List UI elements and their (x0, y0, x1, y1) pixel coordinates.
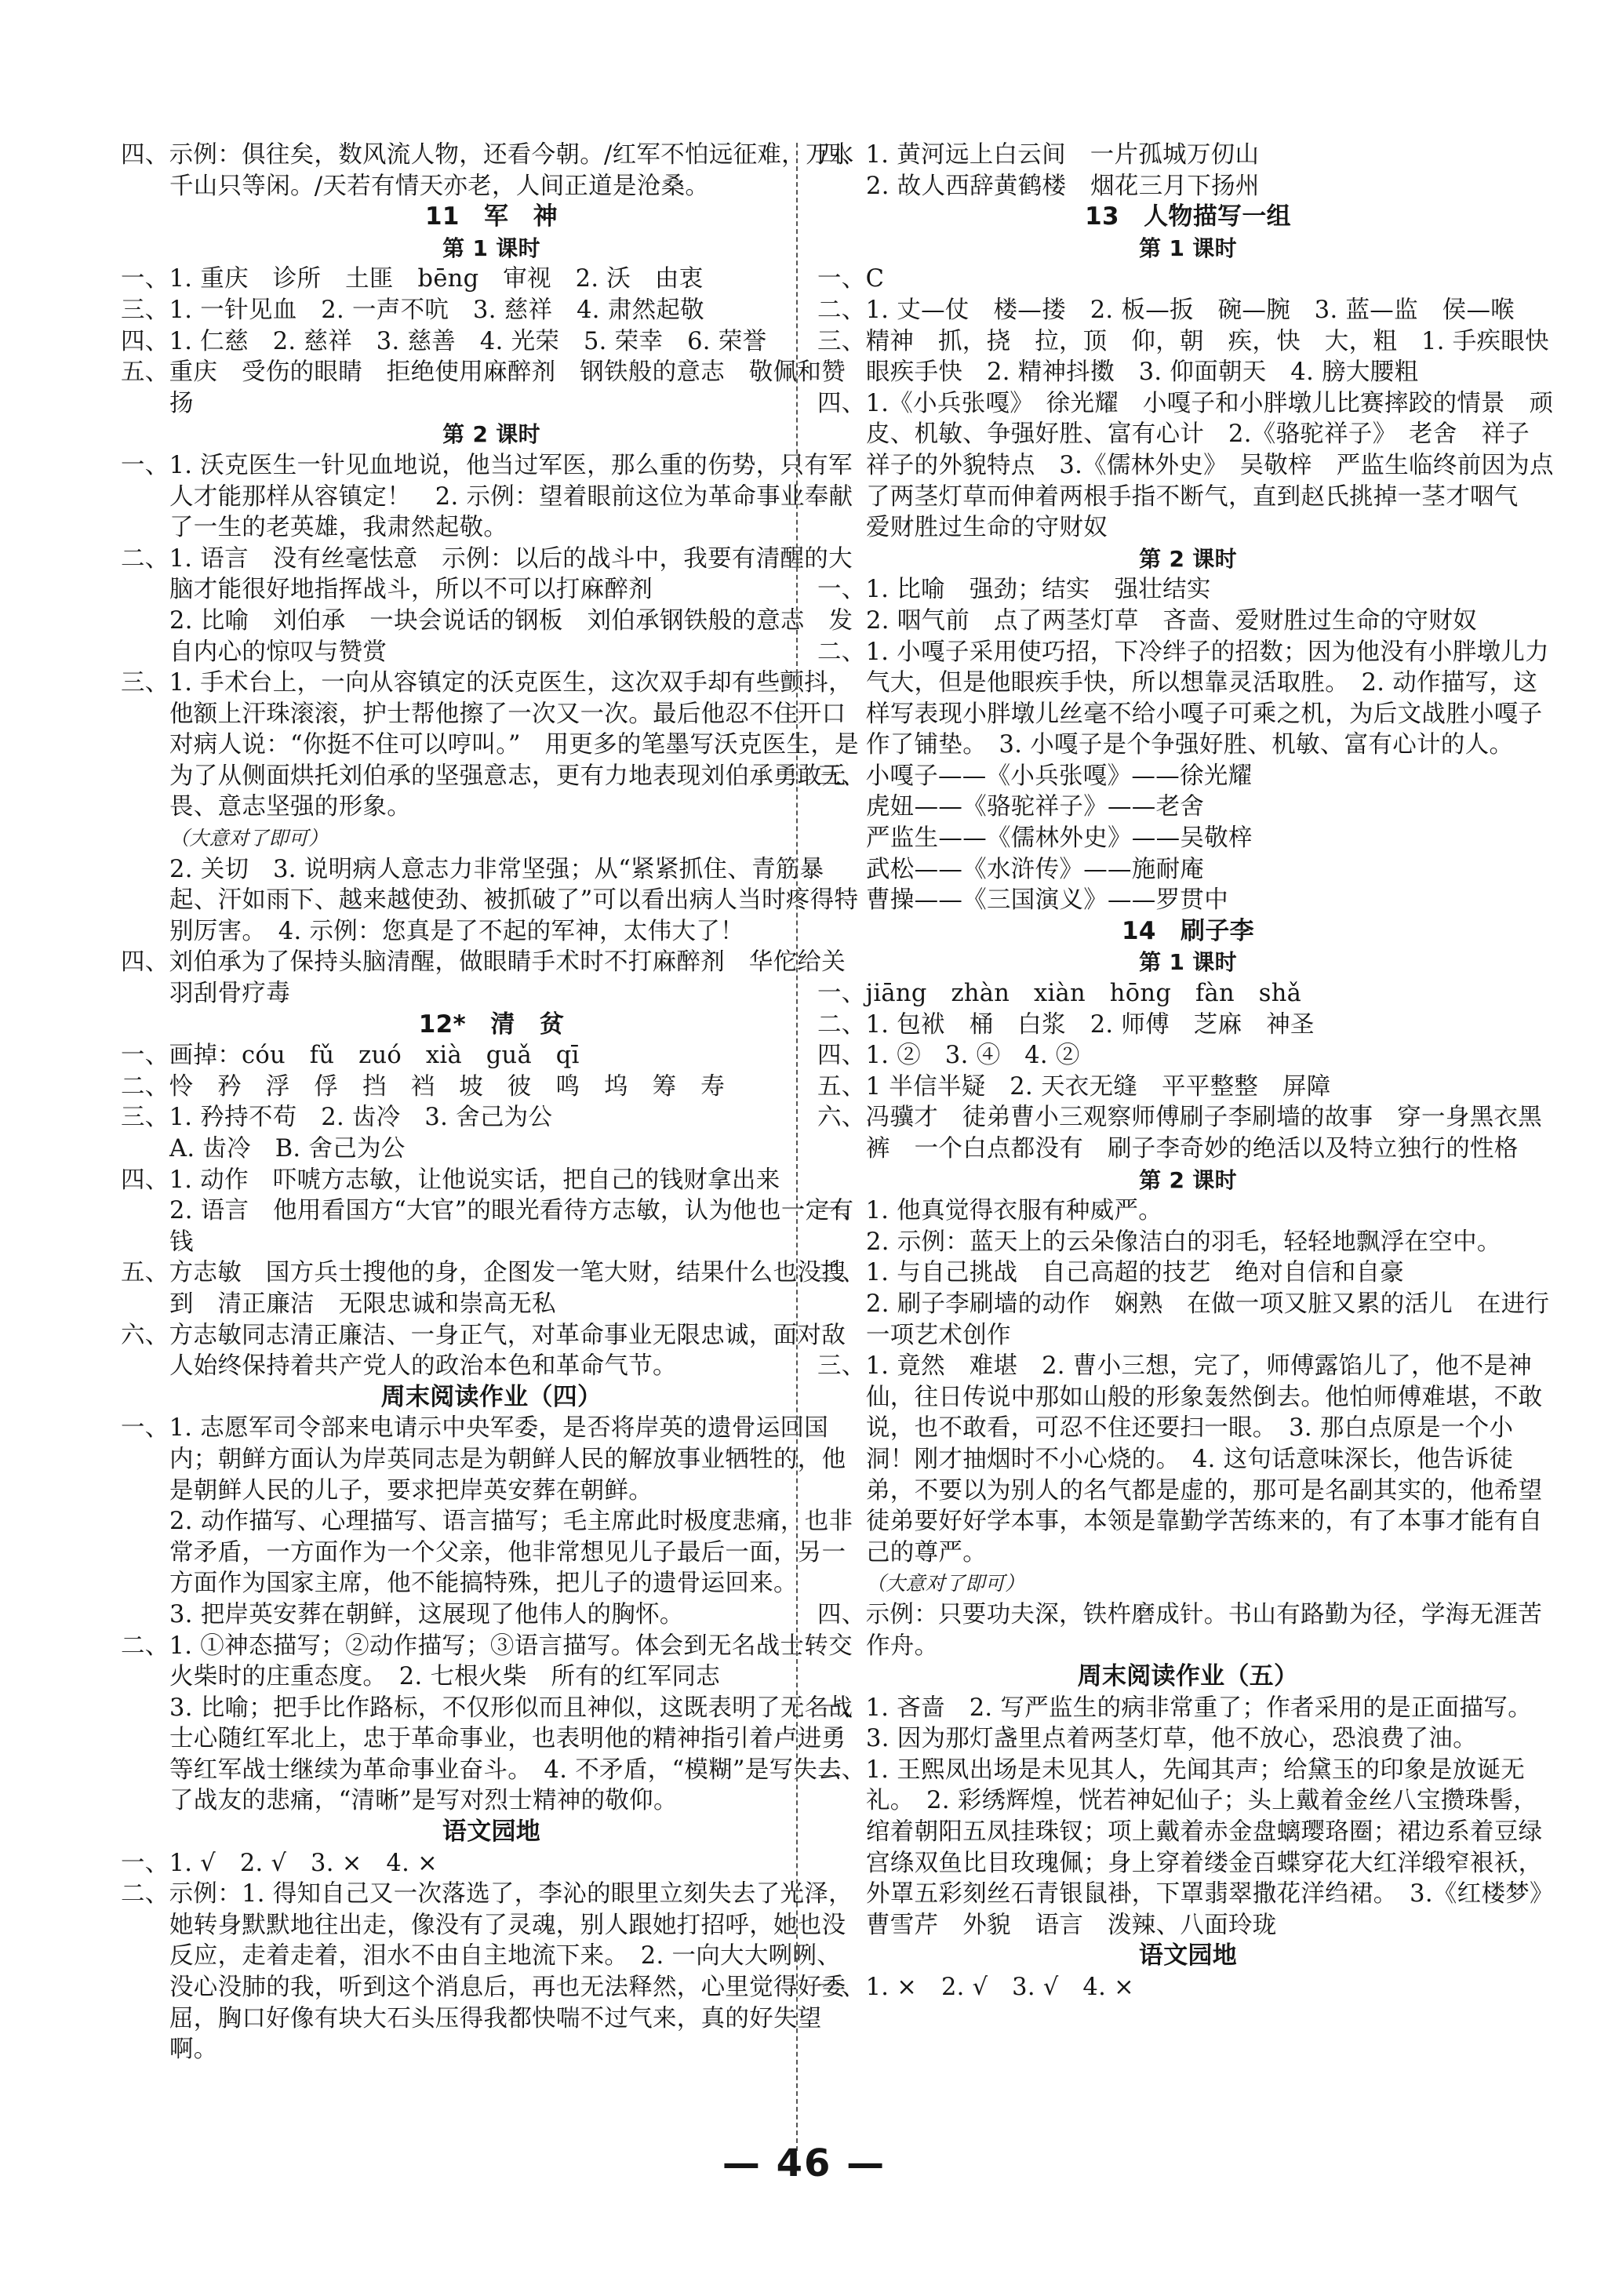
answer-item: 一、1. 沃克医生一针见血地说，他当过军医，那么重的伤势，只有军人才能那样从容镇定！ 2. 示例：望着眼前这位为革命事业奉献了一生的老英雄，我肃然起敬。 (121, 451, 853, 542)
answer-item: 2. 咽气前 点了两茎灯草 吝啬、爱财胜过生命的守财奴 (866, 606, 1477, 635)
page-number: — 46 — (722, 2141, 886, 2185)
answer-item: 三、1. 矜持不苟 2. 齿冷 3. 舍己为公 (121, 1104, 553, 1132)
answer-item: 一、1. 比喻 强劲；结实 强壮结实 (817, 576, 1211, 604)
answer-item: 五、1 半信半疑 2. 天衣无缝 平平整整 屏障 (817, 1072, 1331, 1101)
answer-item: 武松——《水浒传》——施耐庵 (866, 855, 1205, 883)
section-title: 14 刷子李 (1122, 916, 1254, 945)
answer-item: 一、1. 重庆 诊所 土匪 bēng 审视 2. 沃 由衷 (121, 265, 704, 293)
column-divider (796, 143, 798, 2151)
lesson-subtitle: 第 1 课时 (1139, 949, 1237, 976)
answer-item: 五、方志敏 国方兵士搜他的身，企图发一笔大财，结果什么也没搜到 清正廉洁 无限忠诚和崇高无私 (121, 1259, 846, 1318)
answer-item: 一、jiāng zhàn xiàn hōng fàn shǎ (817, 980, 1302, 1008)
answer-item: 四、1.《小兵张嘎》 徐光耀 小嘎子和小胖墩儿比赛摔跤的情景 顽皮、机敏、争强好胜、富有心计 2.《骆驼祥子》 老舍 祥子 祥子的外貌特点 3.《儒林外史》 吴敬梓 严监生临终前因为点了两茎灯草而伸着两根手指不断气，直到赵氏挑掉一茎才咽气 爱财胜过生命的守财奴 (817, 389, 1554, 542)
answer-item: 一、1. × 2. √ 3. √ 4. × (817, 1974, 1134, 2002)
section-title: 11 军 神 (425, 202, 558, 231)
section-title: 语文园地 (442, 1818, 541, 1847)
lesson-subtitle: 第 2 课时 (1139, 1166, 1237, 1193)
lesson-subtitle: 第 1 课时 (442, 235, 540, 261)
answer-item: 二、1. 与自己挑战 自己高超的技艺 绝对自信和自豪 (817, 1259, 1405, 1287)
answer-note: （大意对了即可） (169, 827, 329, 850)
answer-item: 三、1. 一针见血 2. 一声不吭 3. 慈祥 4. 肃然起敬 (121, 296, 704, 324)
answer-item: 2. 关切 3. 说明病人意志力非常坚强；从“紧紧抓住、青筋暴起、汗如雨下、越来越使劲、被抓破了”可以看出病人当时疼得特别厉害。 4. 示例：您真是了不起的军神，太伟大了！ (169, 855, 859, 945)
lesson-subtitle: 第 2 课时 (1139, 545, 1237, 572)
answer-item: 一、画掉：cóu fǔ zuó xià guǎ qī (121, 1042, 580, 1070)
answer-item: 2. 比喻 刘伯承 一块会说话的钢板 刘伯承钢铁般的意志 发自内心的惊叹与赞赏 (169, 606, 853, 666)
answer-item: 二、1. 丈—仗 楼—搂 2. 板—扳 碗—腕 3. 蓝—监 侯—喉 (817, 296, 1515, 324)
answer-item: 四、1. 动作 吓唬方志敏，让他说实话，把自己的钱财拿出来 (121, 1166, 780, 1194)
answer-note: （大意对了即可） (866, 1572, 1025, 1596)
answer-item: 二、1. 包袱 桶 白浆 2. 师傅 芝麻 神圣 (817, 1010, 1315, 1039)
section-title: 周末阅读作业（四） (380, 1382, 602, 1411)
answer-item: 二、1. 语言 没有丝毫怯意 示例：以后的战斗中，我要有清醒的大脑才能很好地指挥战斗，所以不可以打麻醉剂 (121, 544, 853, 604)
answer-item: A. 齿冷 B. 舍己为公 (169, 1135, 406, 1163)
answer-item: 四、1. ② 3. ④ 4. ② (817, 1042, 1080, 1070)
answer-item: 三、1. 手术台上，一向从容镇定的沃克医生，这次双手却有些颤抖，他额上汗珠滚滚，护士帮他擦了一次又一次。最后他忍不住开口对病人说：“你挺不住可以哼叫。” 用更多的笔墨写沃克医生，是为了从侧面烘托刘伯承的坚强意志，更有力地表现刘伯承勇敢无畏、意志坚强的形象。 (121, 669, 859, 821)
answer-item: 三、1. 竟然 难堪 2. 曹小三想，完了，师傅露馅儿了，他不是神仙，往日传说中那如山般的形象轰然倒去。他怕师傅难堪，不敢说，也不敢看，可忍不住还要扫一眼。 3. 那白点原是一个小洞！刚才抽烟时不小心烧的。 4. 这句话意味深长，他告诉徒弟，不要以为别人的名气都是虚的，那可是名副其实的，他希望徒弟要好好学本事，本领是靠勤学苦练来的，有了本事才能有自己的尊严。 (817, 1352, 1543, 1566)
lesson-subtitle: 第 2 课时 (442, 421, 540, 448)
answer-item: 虎妞——《骆驼祥子》——老舍 (866, 793, 1205, 821)
answer-item: 3. 比喻；把手比作路标，不仅形似而且神似，这既表明了无名战士心随红军北上，忠于革命事业，也表明他的精神指引着卢进勇等红军战士继续为革命事业奋斗。 4. 不矛盾，“模糊”是写失去了战友的悲痛，“清晰”是写对烈士精神的敬仰。 (169, 1694, 853, 1815)
answer-item: 3. 把岸英安葬在朝鲜，这展现了他伟人的胸怀。 (169, 1600, 684, 1628)
lesson-subtitle: 第 1 课时 (1139, 235, 1237, 261)
answer-item: 四、1. 仁慈 2. 慈祥 3. 慈善 4. 光荣 5. 荣幸 6. 荣誉 (121, 327, 767, 355)
answer-item: 四、1. 黄河远上白云间 一片孤城万仞山 (817, 141, 1260, 169)
answer-item: 三、小嘎子——《小兵张嘎》——徐光耀 (817, 762, 1253, 790)
answer-item: 六、冯骥才 徒弟曹小三观察师傅刷子李刷墙的故事 穿一身黑衣黑裤 一个白点都没有 刷子李奇妙的绝活以及特立独行的性格 (817, 1104, 1542, 1163)
answer-item: 2. 故人西辞黄鹤楼 烟花三月下扬州 (866, 172, 1260, 200)
answer-item: 2. 语言 他用看国方“大官”的眼光看待方志敏，认为他也一定有钱 (169, 1197, 854, 1256)
answer-item: 2. 示例：蓝天上的云朵像洁白的羽毛，轻轻地飘浮在空中。 (866, 1228, 1501, 1256)
answer-item: 2. 刷子李刷墙的动作 娴熟 在做一项又脏又累的活儿 在进行一项艺术创作 (866, 1290, 1550, 1349)
answer-item: 四、示例：俱往矣，数风流人物，还看今朝。/红军不怕远征难，万水千山只等闲。/天若有情天亦老，人间正道是沧桑。 (121, 141, 854, 200)
answer-item: 一、1. 吝啬 2. 写严监生的病非常重了；作者采用的是正面描写。 (817, 1694, 1532, 1722)
section-title: 周末阅读作业（五） (1077, 1662, 1299, 1691)
answer-item: 六、方志敏同志清正廉洁、一身正气，对革命事业无限忠诚，面对敌人始终保持着共产党人的政治本色和革命气节。 (121, 1321, 846, 1381)
section-title: 语文园地 (1138, 1941, 1238, 1970)
left-column (121, 140, 862, 2065)
answer-item: 二、1. 小嘎子采用使巧招，下冷绊子的招数；因为他没有小胖墩儿力气大，但是他眼疾手快，所以想靠灵活取胜。 2. 动作描写，这样写表现小胖墩儿丝毫不给小嘎子可乘之机，为后文战胜小嘎子作了铺垫。 3. 小嘎子是个争强好胜、机敏、富有心计的人。 (817, 638, 1549, 759)
answer-item: 三、精神 抓，挠 拉，顶 仰，朝 疾，快 大，粗 1. 手疾眼快 眼疾手快 2. 精神抖擞 3. 仰面朝天 4. 膀大腰粗 (817, 327, 1573, 387)
answer-item: 五、重庆 受伤的眼睛 拒绝使用麻醉剂 钢铁般的意志 敬佩和赞扬 (121, 358, 846, 417)
section-title: 12* 清 贫 (418, 1010, 565, 1039)
answer-item: 二、1. ①神态描写；②动作描写；③语言描写。体会到无名战士转交火柴时的庄重态度。 2. 七根火柴 所有的红军同志 (121, 1632, 853, 1691)
answer-item: 四、示例：只要功夫深，铁杵磨成针。书山有路勤为径，学海无涯苦作舟。 (817, 1600, 1542, 1660)
answer-item: 3. 因为那灯盏里点着两茎灯草，他不放心，恐浪费了油。 (866, 1725, 1477, 1753)
answer-item: 一、1. 他真觉得衣服有种威严。 (817, 1197, 1163, 1225)
section-title: 13 人物描写一组 (1085, 202, 1291, 231)
answer-item: 曹操——《三国演义》——罗贯中 (866, 886, 1228, 915)
answer-item: 严监生——《儒林外史》——吴敬梓 (866, 824, 1253, 853)
right-column (817, 140, 1573, 2003)
answer-item: 二、1. 王熙凤出场是未见其人，先闻其声；给黛玉的印象是放诞无礼。 2. 彩绣辉煌，恍若神妃仙子；头上戴着金丝八宝攒珠髻，绾着朝阳五凤挂珠钗；项上戴着赤金盘螭璎珞圈；裙边系着豆绿宫绦双鱼比目玫瑰佩；身上穿着缕金百蝶穿花大红洋缎窄裉袄，外罩五彩刻丝石青银鼠褂，下罩翡翠撒花洋绉裙。 3.《红楼梦》 曹雪芹 外貌 语言 泼辣、八面玲珑 (817, 1756, 1566, 1939)
answer-item: 二、怜 矜 浮 俘 挡 裆 坡 彼 鸣 坞 筹 寿 (121, 1072, 725, 1101)
answer-item: 一、1. 志愿军司令部来电请示中央军委，是否将岸英的遗骨运回国内；朝鲜方面认为岸英同志是为朝鲜人民的解放事业牺牲的，他是朝鲜人民的儿子，要求把岸英安葬在朝鲜。 (121, 1414, 846, 1505)
answer-item: 四、刘伯承为了保持头脑清醒，做眼睛手术时不打麻醉剂 华佗给关羽刮骨疗毒 (121, 948, 846, 1008)
answer-item: 一、C (817, 265, 885, 293)
answer-item: 一、1. √ 2. √ 3. × 4. × (121, 1849, 438, 1877)
answer-item: 二、示例：1. 得知自己又一次落选了，李沁的眼里立刻失去了光泽，她转身默默地往出走，像没有了灵魂，别人跟她打招呼，她也没反应，走着走着，泪水不由自主地流下来。 2. 一向大大咧咧、没心没肺的我，听到这个消息后，再也无法释然，心里觉得好委屈，胸口好像有块大石头压得我都快喘不过气来，真的好失望啊。 (121, 1880, 853, 2064)
answer-item: 2. 动作描写、心理描写、语言描写；毛主席此时极度悲痛，也非常矛盾，一方面作为一个父亲，他非常想见儿子最后一面，另一方面作为国家主席，他不能搞特殊，把儿子的遗骨运回来。 (169, 1508, 853, 1598)
